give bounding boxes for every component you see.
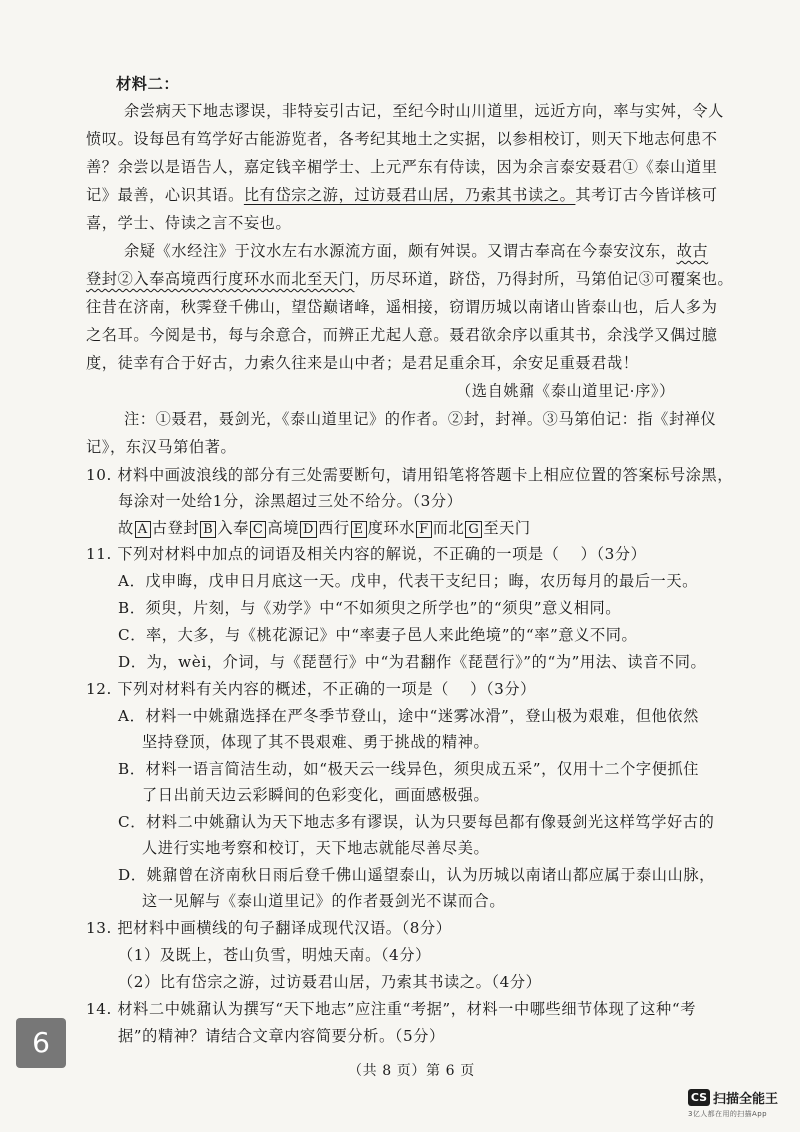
scanner-logo-icon: CS bbox=[688, 1089, 710, 1106]
para-line: 余疑《水经注》于汶水左右水源流方面，颇有舛误。又谓古奉高在今泰安汶东，故古 bbox=[124, 242, 709, 260]
para-line: 愤叹。设每邑有笃学好古能游览者，各考纪其地土之实据，以参相校订，则天下地志何患不 bbox=[86, 130, 718, 148]
wavy-underline: 登封②入奉高境西行度环水而北至天门 bbox=[86, 270, 355, 288]
option-box-a[interactable]: A bbox=[135, 521, 151, 538]
wavy-underline: 故古 bbox=[676, 242, 709, 260]
para-line: 记》最善，心识其语。比有岱宗之游，过访聂君山居，乃索其书读之。其考订古今皆详核可 bbox=[86, 186, 718, 204]
option-box-g[interactable]: G bbox=[465, 521, 482, 538]
page-number-badge: 6 bbox=[16, 1018, 66, 1068]
para-line: 之名耳。今阅是书，每与余意合，而辨正尤起人意。聂君欲余序以重其书，余浅学又偶过臆 bbox=[86, 326, 718, 344]
option-line: D．为，wèi，介词，与《琵琶行》中“为君翻作《琵琶行》”的“为”用法、读音不同。 bbox=[118, 653, 707, 671]
question-11: 11. 下列对材料中加点的词语及相关内容的解说，不正确的一项是（ ）（3分） bbox=[86, 545, 647, 563]
para-line: 余尝病天下地志谬误，非特妄引古记，至纪今时山川道里，远近方向，率与实舛，令人 bbox=[124, 102, 724, 120]
para-line: 善？余尝以是语告人，嘉定钱辛楣学士、上元严东有侍读，因为余言泰安聂君①《泰山道里 bbox=[86, 158, 718, 176]
question-13-sub: （1）及既上，苍山负雪，明烛天南。（4分） bbox=[118, 946, 431, 964]
para-line: 登封②入奉高境西行度环水而北至天门，历尽环道，跻岱，乃得封所，马第伯记③可覆案也。 bbox=[86, 270, 734, 288]
scanner-watermark bbox=[688, 1087, 778, 1119]
material-two-title: 材料二： bbox=[116, 75, 180, 93]
question-14-cont: 据”的精神？请结合文章内容简要分析。（5分） bbox=[118, 1027, 445, 1045]
option-box-d[interactable]: D bbox=[300, 521, 317, 538]
answer-options-row: 故 A 古登封 B 入奉 C 高境 D 西行 E 度环水 F 而北 G 至天门 bbox=[118, 519, 531, 537]
source-citation: （选自姚鼐《泰山道里记·序》） bbox=[456, 382, 675, 400]
question-13: 13. 把材料中画横线的句子翻译成现代汉语。（8分） bbox=[86, 919, 452, 937]
option-line: C．率，大多，与《桃花源记》中“率妻子邑人来此绝境”的“率”意义不同。 bbox=[118, 626, 638, 644]
para-line: 往昔在济南，秋霁登千佛山，望岱巅诸峰，遥相接，窃谓历城以南诸山皆泰山也，后人多为 bbox=[86, 298, 718, 316]
option-box-b[interactable]: B bbox=[200, 521, 216, 538]
scanner-tagline: 3亿人都在用的扫描App bbox=[688, 1110, 767, 1118]
option-line: C．材料二中姚鼐认为天下地志多有谬误，认为只要每邑都有像聂剑光这样笃学好古的 bbox=[118, 813, 715, 831]
underlined-sentence: 比有岱宗之游，过访聂君山居，乃索其书读之。 bbox=[243, 186, 576, 204]
option-box-c[interactable]: C bbox=[250, 521, 267, 538]
option-box-f[interactable]: F bbox=[416, 521, 432, 538]
question-14: 14. 材料二中姚鼐认为撰写“天下地志”应注重“考据”，材料一中哪些细节体现了这种“考 bbox=[86, 1000, 696, 1018]
option-line: A．戊申晦，戊申日月底这一天。戊申，代表干支纪日；晦，农历每月的最后一天。 bbox=[118, 572, 698, 590]
option-box-e[interactable]: E bbox=[351, 521, 367, 538]
option-line: A．材料一中姚鼐选择在严冬季节登山，途中“迷雾冰滑”，登山极为艰难，但他依然 bbox=[118, 707, 699, 725]
question-13-sub: （2）比有岱宗之游，过访聂君山居，乃索其书读之。（4分） bbox=[118, 973, 542, 991]
page-footer: （共 8 页）第 6 页 bbox=[348, 1063, 475, 1079]
question-12: 12. 下列对材料有关内容的概述，不正确的一项是（ ）（3分） bbox=[86, 680, 536, 698]
para-line: 度，徒幸有合于好古，力索久往来是山中者；是君足重余耳，余安足重聂君哉！ bbox=[86, 354, 639, 372]
option-line: 坚持登顶，体现了其不畏艰难、勇于挑战的精神。 bbox=[142, 733, 490, 751]
footnote-line: 记》，东汉马第伯著。 bbox=[86, 438, 237, 456]
option-line: 人进行实地考察和校订，天下地志就能尽善尽美。 bbox=[142, 839, 490, 857]
footnote-line: 注：①聂君，聂剑光，《泰山道里记》的作者。②封，封禅。③马第伯记：指《封禅仪 bbox=[124, 410, 717, 428]
option-line: B．材料一语言简洁生动，如“极天云一线异色，须臾成五采”，仅用十二个字便抓住 bbox=[118, 760, 700, 778]
para-line: 喜，学士、侍读之言不妄也。 bbox=[86, 214, 292, 232]
option-line: D．姚鼐曾在济南秋日雨后登千佛山遥望泰山，认为历城以南诸山都应属于泰山山脉， bbox=[118, 866, 715, 884]
option-line: B．须臾，片刻，与《劝学》中“不如须臾之所学也”的“须臾”意义相同。 bbox=[118, 599, 622, 617]
question-10: 10. 材料中画波浪线的部分有三处需要断句，请用铅笔将答题卡上相应位置的答案标号涂黑， bbox=[86, 466, 734, 484]
option-line: 了日出前天边云彩瞬间的色彩变化，画面感极强。 bbox=[142, 786, 490, 804]
scanner-app-name: 扫描全能王 bbox=[713, 1092, 779, 1107]
question-10-cont: 每涂对一处给1分，涂黑超过三处不给分。（3分） bbox=[118, 492, 463, 510]
option-line: 这一见解与《泰山道里记》的作者聂剑光不谋而合。 bbox=[142, 892, 506, 910]
